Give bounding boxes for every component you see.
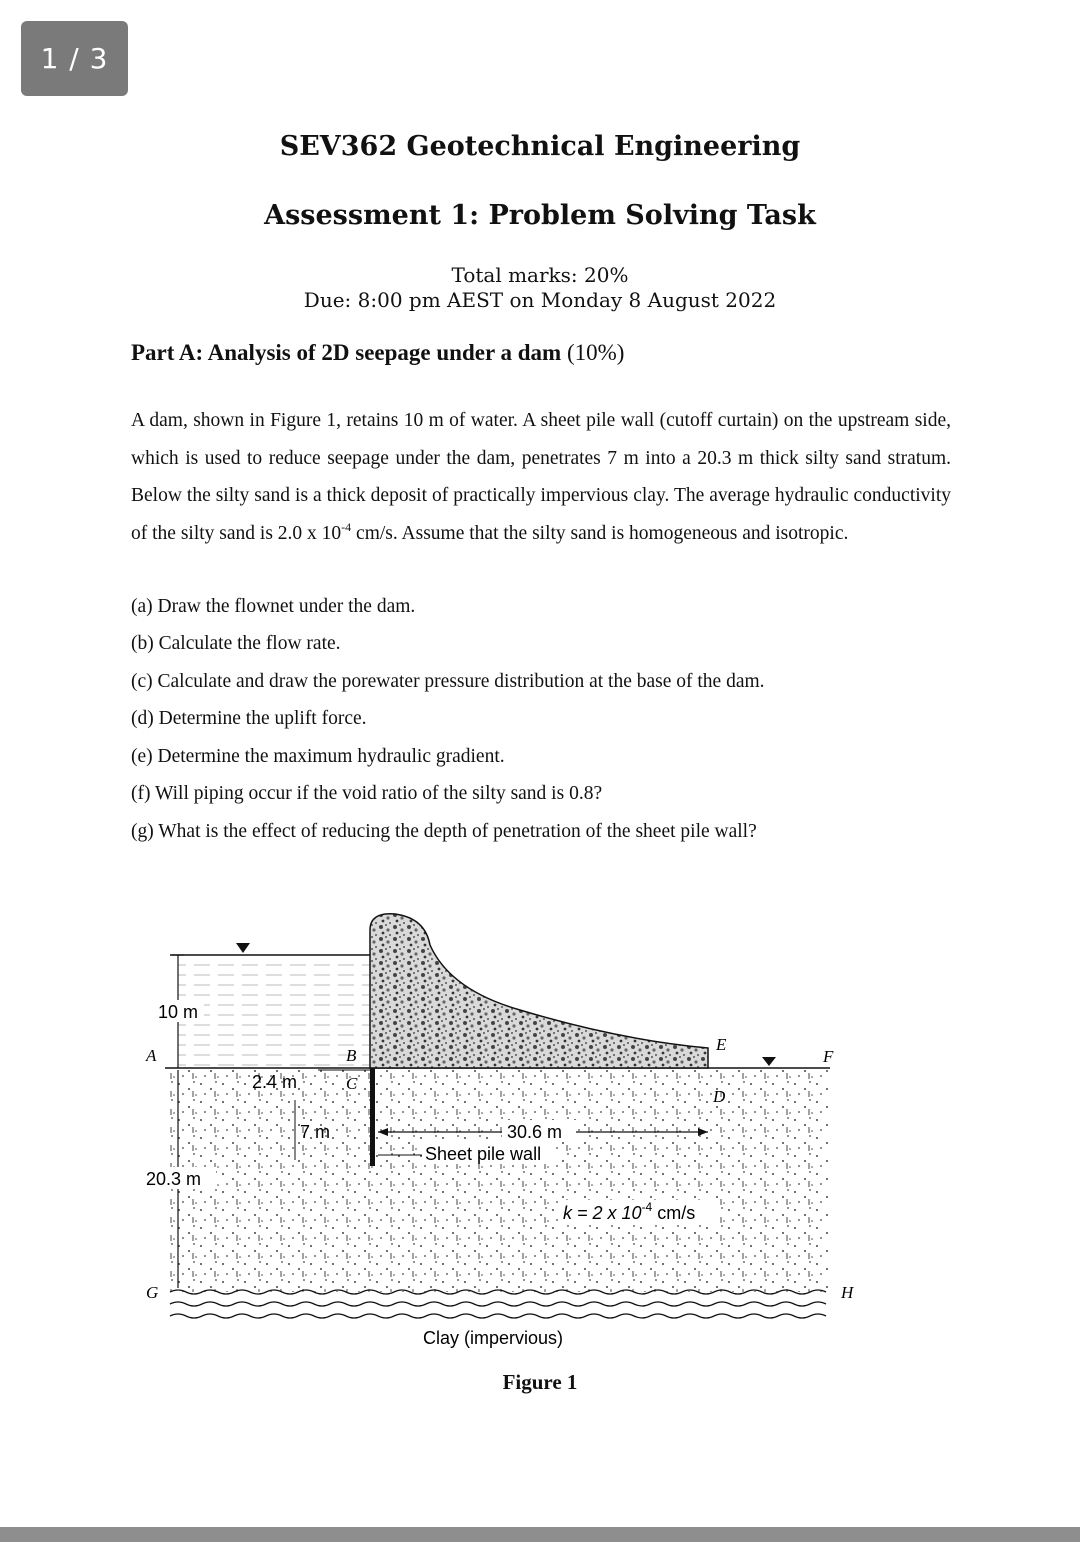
- point-d-label: D: [713, 1087, 726, 1106]
- assessment-title: Assessment 1: Problem Solving Task: [264, 200, 816, 231]
- silty-sand-stratum: [170, 1070, 830, 1292]
- clay-label: Clay (impervious): [423, 1328, 564, 1348]
- bottom-scrollbar[interactable]: [0, 1527, 1080, 1542]
- dam-base-label: 30.6 m: [507, 1122, 563, 1142]
- sheet-pile-label: Sheet pile wall: [425, 1144, 542, 1164]
- point-b-label: B: [346, 1046, 357, 1065]
- dam-seepage-figure: [0, 900, 1080, 1420]
- conductivity-label: k = 2 x $10^{-4}$ cm/s: [563, 1200, 696, 1223]
- problem-statement: [131, 402, 951, 552]
- point-c-label: C: [346, 1074, 358, 1093]
- question-a: (a) Draw the flownet under the dam.: [131, 596, 416, 617]
- reservoir-water: [178, 955, 370, 1068]
- dam-body: [370, 914, 708, 1068]
- question-g: (g) What is the effect of reducing the depth of penetration of the sheet pile wall?: [131, 821, 757, 842]
- stratum-thickness-label: 20.3 m: [146, 1169, 202, 1189]
- question-e: (e) Determine the maximum hydraulic gradient.: [131, 746, 505, 767]
- due-date: Due: 8:00 pm AEST on Monday 8 August 2022: [303, 288, 777, 312]
- intro-text-end: cm/s. Assume that the silty sand is homogeneous and isotropic.: [351, 522, 849, 544]
- part-a-heading: [131, 340, 624, 366]
- figure-caption: Figure 1: [502, 1370, 578, 1394]
- course-title: SEV362 Geotechnical Engineering: [279, 131, 801, 162]
- part-a-weight: (10%): [566, 340, 625, 365]
- downstream-level-icon: [762, 1057, 776, 1066]
- pile-offset-label: 2.4 m: [252, 1072, 298, 1092]
- point-f-label: F: [823, 1047, 834, 1066]
- point-e-label: E: [716, 1035, 727, 1054]
- page-indicator[interactable]: 1 / 3: [21, 21, 128, 96]
- intro-exponent: -4: [341, 519, 352, 534]
- question-d: (d) Determine the uplift force.: [131, 708, 367, 729]
- question-f: (f) Will piping occur if the void ratio of the silty sand is 0.8?: [131, 783, 603, 804]
- point-h-label: H: [841, 1283, 854, 1302]
- sheet-pile-wall: [370, 1068, 375, 1166]
- point-g-label: G: [146, 1283, 159, 1302]
- question-b: (b) Calculate the flow rate.: [131, 633, 341, 654]
- question-c: (c) Calculate and draw the porewater pressure distribution at the base of the dam.: [131, 671, 765, 692]
- water-depth-label: 10 m: [158, 1002, 199, 1022]
- part-a-title: Part A: Analysis of 2D seepage under a dam: [131, 340, 562, 365]
- pile-depth-label: 7 m: [300, 1122, 331, 1142]
- intro-text: A dam, shown in Figure 1, retains 10 m of water. A sheet pile wall (cutoff curtain) on the upstream side, which is used to reduce seepage under the dam, penetrates 7 m into a 20.3 m thick silty sand stratum. Below the silty sand is a thick deposit of practically impervious clay. The average hydraulic conductivity of the silty sand is 2.0 x 10: [131, 410, 951, 544]
- point-a-label: A: [146, 1046, 157, 1065]
- water-level-icon: [236, 943, 250, 953]
- total-marks: Total marks: 20%: [451, 263, 629, 287]
